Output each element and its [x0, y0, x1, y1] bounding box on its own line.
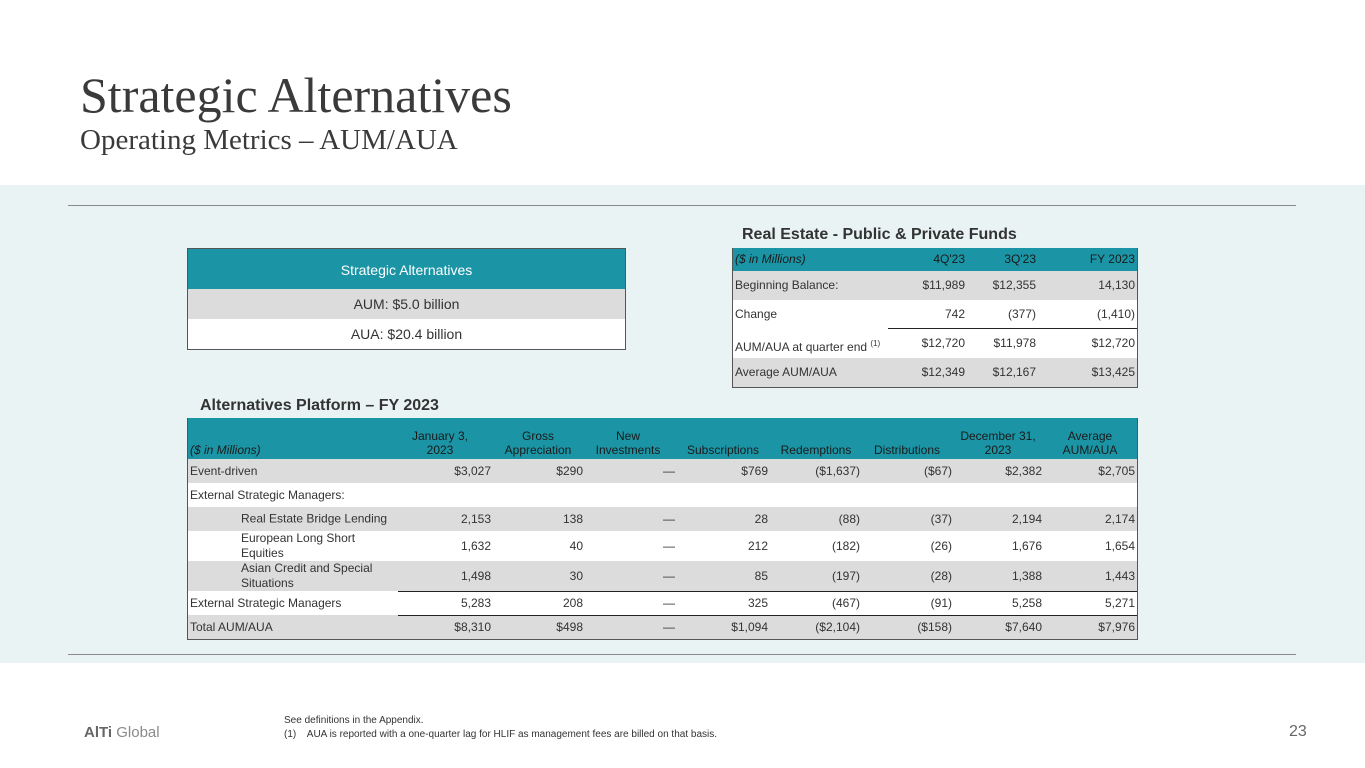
cell: (1,410) [1096, 307, 1135, 321]
cell: (26) [930, 539, 952, 553]
footnote-line: (1) AUA is reported with a one-quarter lag for HLIF as management fees are billed on that basis. [284, 729, 718, 740]
row-label: External Strategic Managers: [190, 488, 345, 502]
header-line: Appreciation [504, 443, 572, 457]
cell: (197) [831, 569, 860, 583]
column-header [953, 429, 1043, 457]
cell: 1,388 [1011, 569, 1042, 583]
row-label [241, 561, 372, 591]
cell: 325 [747, 596, 768, 610]
table-row [733, 329, 1137, 358]
row-label: Change [735, 307, 778, 321]
cell: $290 [556, 464, 583, 478]
cell: 2,194 [1011, 512, 1042, 526]
cell: (467) [831, 596, 860, 610]
cell: 5,271 [1104, 596, 1135, 610]
cell: 1,443 [1104, 569, 1135, 583]
cell: 1,654 [1104, 539, 1135, 553]
cell: 742 [944, 307, 965, 321]
bottom-divider [68, 654, 1296, 655]
cell: $12,167 [992, 365, 1036, 379]
cell: (182) [831, 539, 860, 553]
logo-rest: Global [112, 724, 160, 741]
column-header: ($ in Millions) [735, 252, 806, 266]
cell: 1,498 [460, 569, 491, 583]
cell: (28) [930, 569, 952, 583]
column-header [1050, 429, 1130, 457]
column-header: Subscriptions [686, 443, 760, 457]
row-label-line: Asian Credit and Special [241, 561, 373, 575]
cell: (377) [1007, 307, 1036, 321]
cell: 1,632 [460, 539, 491, 553]
cell: $769 [741, 464, 768, 478]
divider [398, 591, 1137, 592]
platform-title: Alternatives Platform – FY 2023 [200, 397, 439, 414]
column-header [498, 429, 578, 457]
cell: (88) [838, 512, 860, 526]
cell: $7,976 [1098, 620, 1135, 634]
cell: 2,174 [1104, 512, 1135, 526]
top-divider [68, 205, 1296, 206]
footnote-ref: (1) [870, 339, 881, 348]
summary-heading: Strategic Alternatives [188, 249, 625, 289]
cell: — [663, 620, 675, 634]
cell: 1,676 [1011, 539, 1042, 553]
row-label: External Strategic Managers [190, 596, 342, 610]
cell: — [663, 512, 675, 526]
header-line: Average [1067, 429, 1113, 443]
row-label: Total AUM/AUA [190, 620, 273, 634]
header-line: 2023 [426, 443, 454, 457]
cell: ($1,637) [815, 464, 860, 478]
cell: ($2,104) [815, 620, 860, 634]
cell: $11,989 [922, 278, 965, 292]
footnotes [284, 714, 717, 742]
summary-aum: AUM: $5.0 billion [188, 289, 625, 319]
cell: (37) [930, 512, 952, 526]
cell: $12,720 [1091, 336, 1135, 350]
cell: 30 [569, 569, 583, 583]
cell: ($67) [923, 464, 952, 478]
divider [398, 615, 1137, 616]
column-header: ($ in Millions) [190, 443, 261, 457]
column-header: 3Q'23 [1004, 252, 1036, 266]
cell: ($158) [917, 620, 952, 634]
row-label-line: European Long Short [241, 531, 356, 545]
table-row [188, 483, 1137, 507]
column-header [588, 429, 668, 457]
column-header: 4Q'23 [933, 252, 965, 266]
header-line: New [615, 429, 640, 443]
page-title: Strategic Alternatives [80, 67, 512, 123]
row-label [241, 531, 355, 561]
header-line: January 3, [411, 429, 469, 443]
cell: $3,027 [454, 464, 491, 478]
row-label: Beginning Balance: [735, 278, 839, 292]
cell: $12,349 [921, 365, 965, 379]
cell: — [663, 596, 675, 610]
row-label: Event-driven [190, 464, 258, 478]
header-line: Investments [595, 443, 661, 457]
table-row [188, 561, 1137, 591]
footnote-line: See definitions in the Appendix. [284, 715, 424, 726]
cell: $12,355 [992, 278, 1036, 292]
header-line: AUM/AUA [1062, 443, 1118, 457]
cell: $498 [556, 620, 583, 634]
row-label: Average AUM/AUA [735, 365, 837, 379]
cell: 5,258 [1011, 596, 1042, 610]
header-line: Gross [521, 429, 554, 443]
cell: — [663, 464, 675, 478]
cell: $2,705 [1098, 464, 1135, 478]
row-label: Real Estate Bridge Lending [241, 511, 388, 526]
column-header: Distributions [873, 443, 941, 457]
column-header [400, 429, 480, 457]
table-row [188, 459, 1137, 483]
cell: 5,283 [460, 596, 491, 610]
cell: 208 [562, 596, 583, 610]
table-row [188, 615, 1137, 639]
company-logo [84, 724, 160, 741]
row-label-line: Equities [241, 546, 284, 560]
table-row [188, 507, 1137, 531]
cell: $8,310 [454, 620, 491, 634]
table-row [733, 358, 1137, 387]
table-header [188, 418, 1137, 459]
header-line: December 31, [960, 429, 1036, 443]
page-subtitle: Operating Metrics – AUM/AUA [80, 124, 458, 156]
cell: $12,720 [921, 336, 965, 350]
table-header [733, 248, 1137, 271]
table-row [188, 591, 1137, 615]
column-header: Redemptions [780, 443, 852, 457]
cell: 40 [569, 539, 583, 553]
summary-aua: AUA: $20.4 billion [350, 326, 463, 342]
cell: $2,382 [1005, 464, 1042, 478]
summary-box [187, 248, 626, 350]
cell: $1,094 [731, 620, 768, 634]
cell: — [663, 539, 675, 553]
platform-table [187, 418, 1138, 640]
real-estate-table [732, 248, 1138, 388]
page-number: 23 [1289, 723, 1307, 740]
cell: — [663, 569, 675, 583]
cell: 28 [754, 512, 768, 526]
cell: $13,425 [1091, 365, 1135, 379]
row-label-line: Situations [241, 576, 294, 590]
header-line: 2023 [984, 443, 1012, 457]
cell: 14,130 [1098, 278, 1135, 292]
table-row [188, 531, 1137, 561]
cell: (91) [930, 596, 952, 610]
cell: $7,640 [1005, 620, 1042, 634]
cell: 138 [562, 512, 583, 526]
logo-bold: AlTi [84, 724, 113, 741]
table-row [733, 271, 1137, 300]
cell: 212 [747, 539, 768, 553]
table-row [733, 300, 1137, 329]
cell: 2,153 [460, 512, 491, 526]
row-label-text: AUM/AUA at quarter end [735, 340, 868, 354]
column-header: FY 2023 [1089, 252, 1135, 266]
cell: $11,978 [993, 336, 1036, 350]
real-estate-title: Real Estate - Public & Private Funds [742, 226, 1017, 243]
cell: 85 [754, 569, 768, 583]
